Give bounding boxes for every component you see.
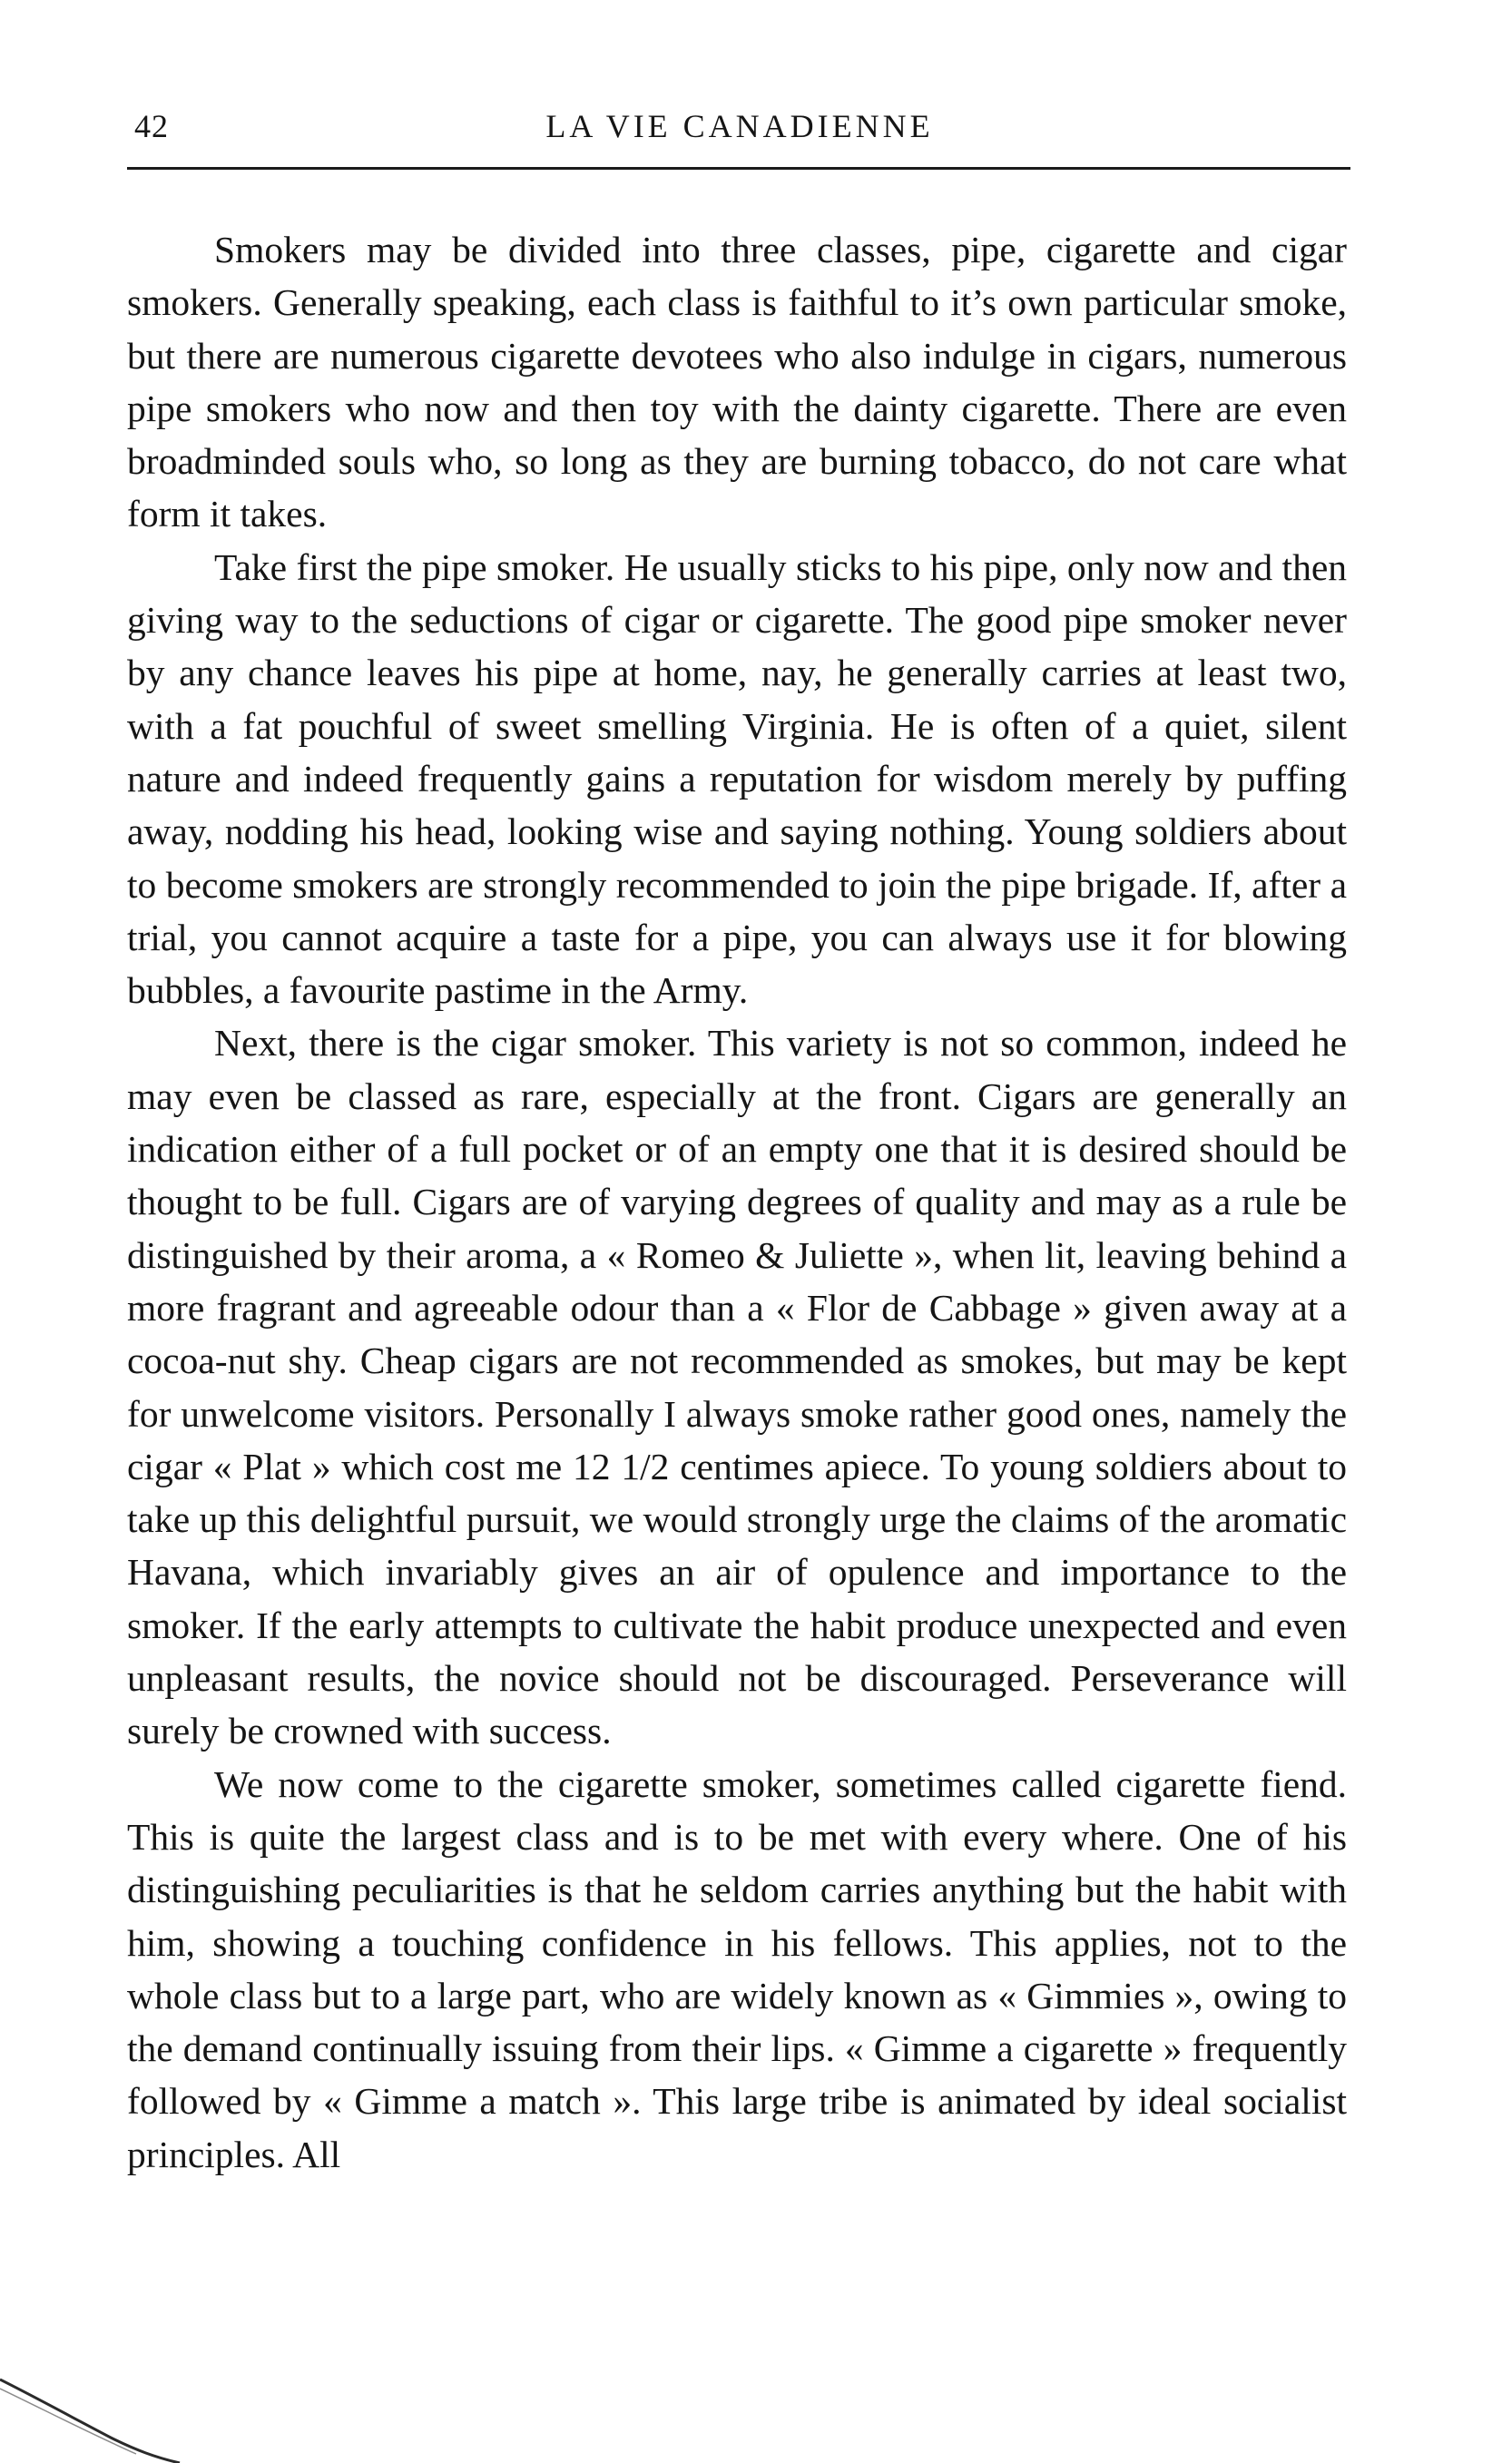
scan-corner-mark [0,2363,191,2463]
paragraph-cigar-smoker: Next, there is the cigar smoker. This variety is not so common, indeed he may even be classed as rare, especially at the front. Cigars are generally an indication either of a full pocket or of an empty one that it is desired should be thought to be full. Cigars are of varying degrees of quality and may as a rule be distinguished by their aroma, a « Romeo & Juliette », when lit, leaving behind a more fragrant and agreeable odour than a « Flor de Cabbage » given away at a cocoa-nut shy. Cheap cigars are not recommended as smokes, but may be kept for unwelcome visitors. Personally I always smoke rather good ones, namely the cigar « Plat » which cost me 12 1/2 centimes apiece. To young soldiers about to take up this delightful pursuit, we would strongly urge the claims of the aromatic Havana, which invariably gives an air of opulence and importance to the smoker. If the early attempts to cultivate the habit produce unexpected and even unpleasant results, the novice should not be discouraged. Perseverance will surely be crowned with success. [127,1022,1347,1752]
header-rule [127,167,1350,170]
journal-title: LA VIE CANADIENNE [545,108,934,144]
paragraph-cigarette-smoker: We now come to the cigarette smoker, sometimes called cigarette fiend. This is quite the largest class and is to be met with every where. One of his distinguishing peculiarities is that he seldom carries anything but the habit with him, showing a touching confidence in his fellows. This applies, not to the whole class but to a large part, who are widely known as « Gimmies », owing to the demand continually issuing from their lips. « Gimme a cigarette » frequently followed by « Gimme a match ». This large tribe is animated by ideal socialist principles. All [127,1762,1347,2175]
running-head [134,107,1345,162]
page-number: 42 [134,108,169,144]
article-body [127,223,1347,2181]
paragraph-smoker-classes: Smokers may be divided into three classes, pipe, cigarette and cigar smokers. Generally speaking, each class is faithful to it’s own particular smoke, but there are numerous cigarette devotees who also indulge in cigars, numerous pipe smokers who now and then toy with the dainty cigarette. There are even broadminded souls who, so long as they are burning tobacco, do not care what form it takes. [127,229,1347,535]
paragraph-pipe-smoker: Take first the pipe smoker. He usually sticks to his pipe, only now and then giving way to the seductions of cigar or cigarette. The good pipe smoker never by any chance leaves his pipe at home, nay, he generally carries at least two, with a fat pouchful of sweet smelling Virginia. He is often of a quiet, silent nature and indeed frequently gains a reputation for wisdom merely by puffing away, nodding his head, looking wise and saying nothing. Young soldiers about to become smokers are strongly recommended to join the pipe brigade. If, after a trial, you cannot acquire a taste for a pipe, you can always use it for blowing bubbles, a favourite pastime in the Army. [127,545,1347,1012]
